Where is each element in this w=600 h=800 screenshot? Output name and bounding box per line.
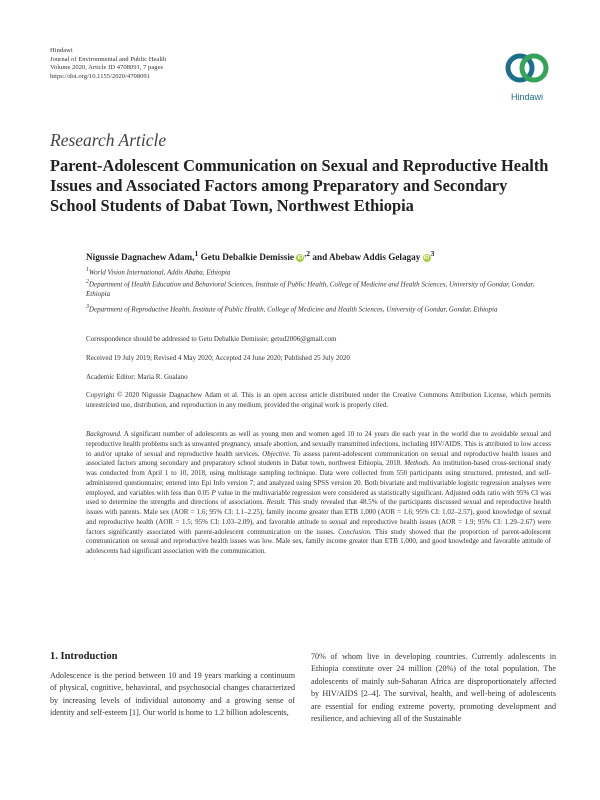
abstract-label: Background. (86, 430, 122, 438)
journal-header (50, 47, 166, 81)
academic-editor: Academic Editor: Maria R. Gualano (86, 373, 188, 381)
author-affiliation-mark: 1 (194, 249, 199, 258)
orcid-icon[interactable]: iD (297, 255, 304, 262)
abstract: Background. A significant number of adolescents as well as young men and women aged 10 to 24 years die each year in the world due to avoidable sexual and reproductive health problems such as unwanted pregnancy, unsafe abortion, and sexually transmitted infections, including HIV/AIDS. This is attributed to low access to and/or uptake of sexual and reproductive health services. Objective. To assess parent-adolescent communication on sexual and reproductive health issues and associated factors among secondary and preparatory school students in Dabat town, northwest Ethiopia, 2018. Methods. An institution-based cross-sectional study was conducted from April 1 to 10, 2018, using multistage sampling technique. Data were collected from 550 participants using structured, pretested, and self-administered questionnaire; entered into Epi Info version 7; and analyzed using SPSS version 20. Both bivariate and multivariable logistic regression analyses were employed, and variables with less than 0.05 P value in the multivariable regression were considered as statistically significant. Adjusted odds ratio with 95% CI was used to determine the strengths and directions of associations. Result. This study revealed that 48.5% of the participants discussed sexual and reproductive health issues with parents. Male sex (AOR = 1.6; 95% CI: 1.1–2.25), family income greater than ETB 1,000 (AOR = 1.6; 95% CI: 1.02–2.57), good knowledge of sexual and reproductive health (AOR = 1.5; 95% CI: 1.03–2.09), and favorable attitude to sexual and reproductive health issues (AOR = 1.9; 95% CI: 1.29–2.67) were factors significantly associated with parent-adolescent communication on the issues. Conclusion. This study showed that the proportion of parent-adolescent communication on sexual and reproductive health issues was low. Male sex, family income greater than ETB 1,000, and good knowledge and favorable attitude of adolescents had significant association with the communication. (86, 430, 551, 555)
affiliation: $^1$World Vision International, Addis Ababa, Ethiopia (86, 267, 231, 277)
body-column-right: 70% of whom live in developing countries. Currently adolescents in Ethiopia constitute over 24 million (20%) of the total population. The adolescents of mainly sub-Saharan Africa are disproportionately affected by HIV/AIDS [2–4]. The survival, health, and well-being of adolescents are essential for ending extreme poverty, promoting development and resilience, and achieving all of the Sustainable (311, 652, 556, 724)
abstract-label: Conclusion. (338, 527, 372, 536)
doi-link[interactable]: https://doi.org/10.1155/2020/4708091 (50, 72, 151, 80)
abstract-label: Result. (266, 498, 286, 507)
correspondence: Correspondence should be addressed to Getu Debalkie Demissie; getud2006@gmail.com (86, 335, 337, 343)
article-type: Research Article (50, 130, 167, 150)
copyright-notice: Copyright © 2020 Nigussie Dagnachew Adam et al. This is an open access article distributed under the Creative Commons Attribution License, which permits unrestricted use, distribution, and reproduction in any medium, provided the original work is properly cited. (86, 391, 551, 409)
hindawi-logo-text: Hindawi (510, 92, 543, 102)
abstract-label: Objective. (262, 449, 291, 458)
author-name[interactable]: Getu Debalkie Demissie (198, 252, 295, 263)
author-name[interactable]: Nigussie Dagnachew Adam, (86, 252, 195, 263)
abstract-label: Methods. (404, 459, 431, 468)
affiliation: $^2$Department of Health Education and Behavioral Sciences, Institute of Public Health, College of Medicine and Health Sciences, University of Gondar, Gondar, Ethiopia (86, 279, 535, 298)
orcid-icon[interactable]: iD (423, 255, 430, 262)
publication-dates: Received 19 July 2019; Revised 4 May 2020; Accepted 24 June 2020; Published 25 July 2020 (86, 354, 350, 362)
author-affiliation-mark: ,2 (304, 249, 311, 258)
publisher-name: Hindawi (50, 47, 73, 54)
section-heading: 1. Introduction (50, 651, 118, 662)
article-title: Parent-Adolescent Communication on Sexual and Reproductive Health Issues and Associated Factors among Preparatory and Secondary School Students of Dabat Town, Northwest Ethiopia (50, 156, 549, 215)
author-name[interactable]: and Abebaw Addis Gelagay (310, 252, 421, 263)
author-affiliation-mark: 3 (430, 249, 435, 258)
author-list (86, 249, 556, 262)
affiliation: $^3$Department of Reproductive Health, Institute of Public Health, College of Medicine and Health Sciences, University of Gondar, Gondar, Ethiopia (86, 304, 498, 314)
body-column-left: Adolescence is the period between 10 and 19 years marking a continuum of physical, cognitive, behavioral, and psychosocial changes characterized by increasing levels of individual autonomy and a growing sense of identity and self-esteem [1]. Our world is home to 1.2 billion adolescents, (50, 671, 295, 718)
volume-line: Volume 2020, Article ID 4708091, 7 pages (50, 64, 164, 72)
journal-name: Journal of Environmental and Public Health (50, 55, 167, 63)
